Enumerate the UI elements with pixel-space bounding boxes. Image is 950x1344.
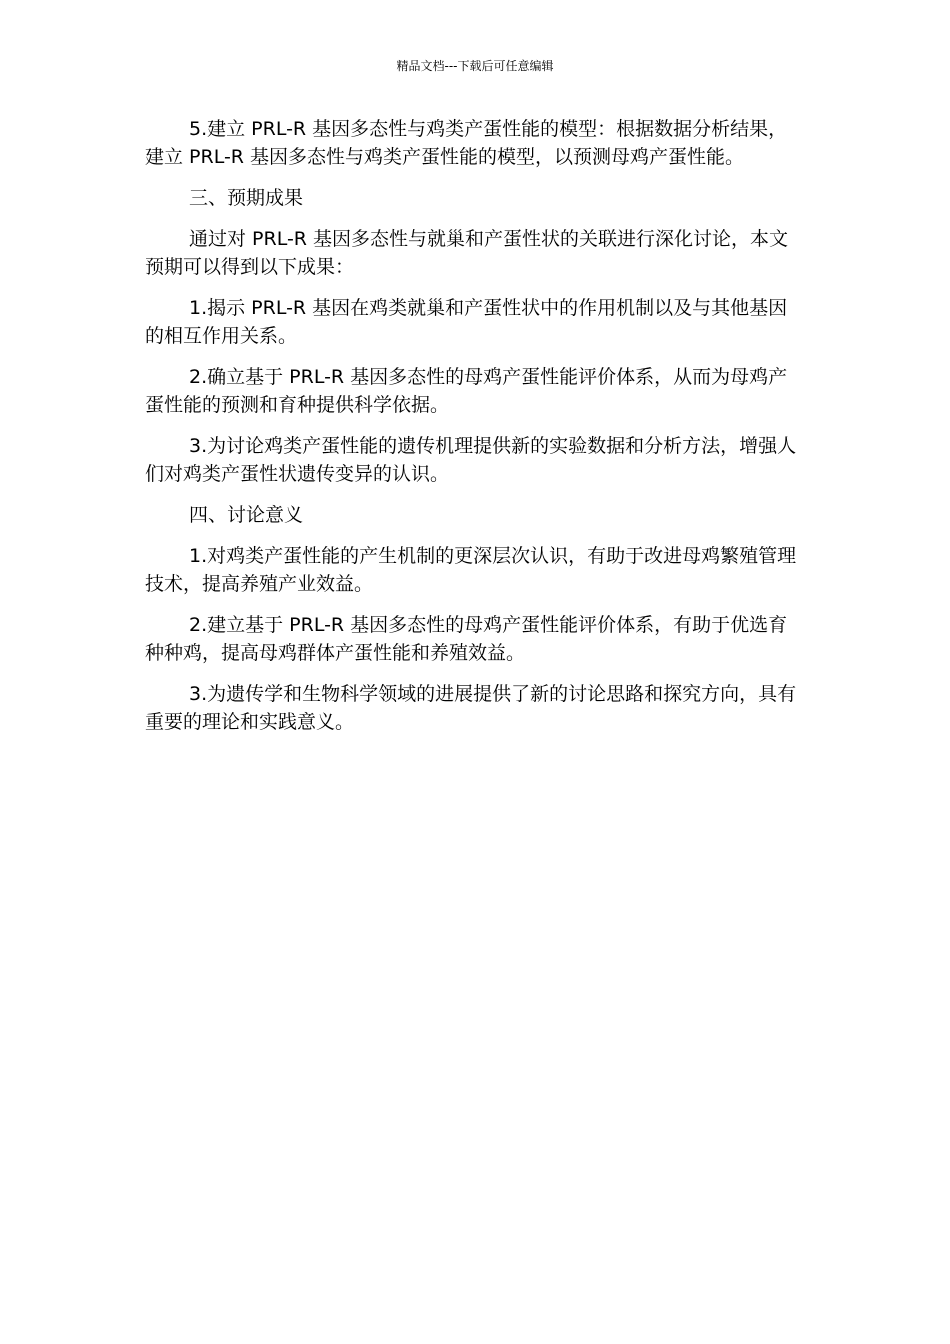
paragraph-significance-3: 3.为遗传学和生物科学领域的进展提供了新的讨论思路和探究方向，具有重要的理论和实践意义。 bbox=[145, 683, 797, 733]
paragraph-expected-results-intro: 通过对 PRL-R 基因多态性与就巢和产蛋性状的关联进行深化讨论，本文预期可以得到以下成果： bbox=[145, 228, 789, 278]
paragraph-significance-1: 1.对鸡类产蛋性能的产生机制的更深层次认识，有助于改进母鸡繁殖管理技术，提高养殖产业效益。 bbox=[145, 545, 797, 595]
paragraph-result-2: 2.确立基于 PRL-R 基因多态性的母鸡产蛋性能评价体系，从而为母鸡产蛋性能的预测和育种提供科学依据。 bbox=[145, 366, 788, 416]
paragraph-result-3: 3.为讨论鸡类产蛋性能的遗传机理提供新的实验数据和分析方法，增强人们对鸡类产蛋性状遗传变异的认识。 bbox=[145, 435, 797, 485]
paragraph-result-1: 1.揭示 PRL-R 基因在鸡类就巢和产蛋性状中的作用机制以及与其他基因的相互作用关系。 bbox=[145, 297, 788, 347]
page-header: 精品文档---下载后可任意编辑 bbox=[396, 59, 554, 73]
paragraph-model-building: 5.建立 PRL-R 基因多态性与鸡类产蛋性能的模型：根据数据分析结果，建立 PRL-R 基因多态性与鸡类产蛋性能的模型，以预测母鸡产蛋性能。 bbox=[145, 118, 788, 168]
paragraph-significance-2: 2.建立基于 PRL-R 基因多态性的母鸡产蛋性能评价体系，有助于优选育种种鸡，提高母鸡群体产蛋性能和养殖效益。 bbox=[145, 614, 788, 664]
section-heading-expected-results: 三、预期成果 bbox=[189, 187, 304, 209]
section-heading-significance: 四、讨论意义 bbox=[189, 504, 304, 526]
document-body bbox=[145, 115, 803, 749]
